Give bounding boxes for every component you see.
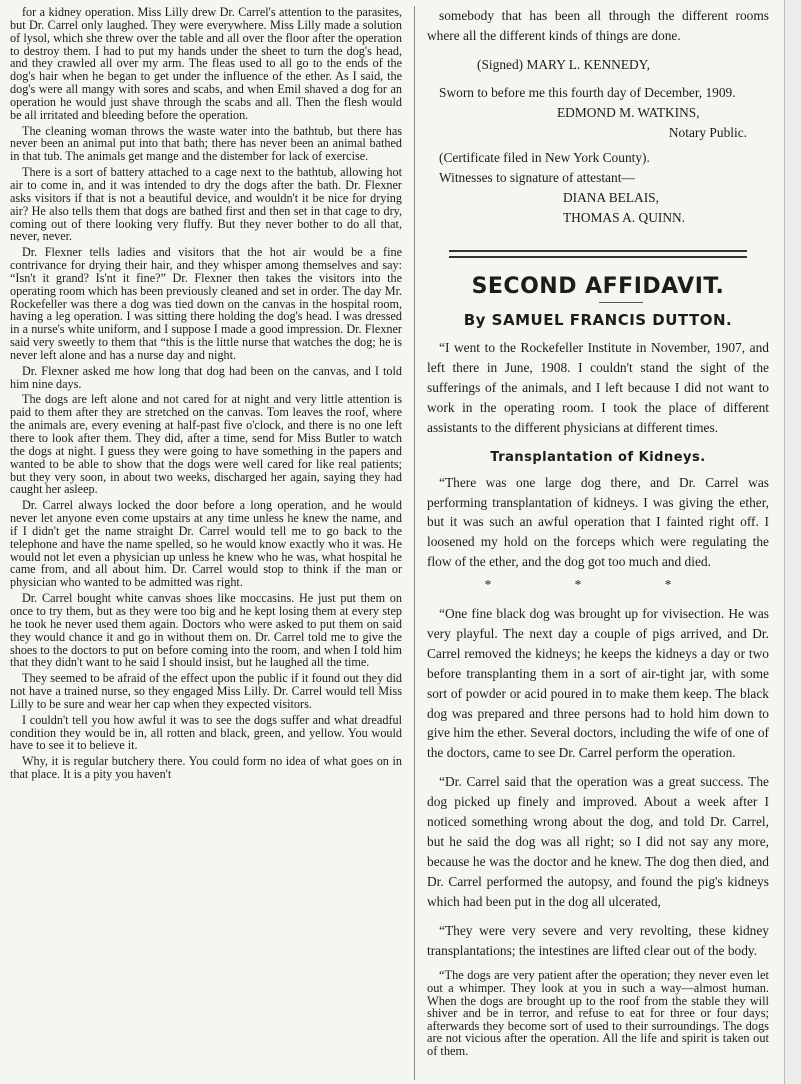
paragraph: “One fine black dog was brought up for vivisection. He was very playful. The next day a couple of pigs arrived, and Dr. Carrel removed the kidneys; he keeps the kidneys a day or two before transplanting them in a sort of air-tight jar, with some sort of powder or acid poured in to make them keep. The black dog was prepared and three persons had to hold him down to give him the ether. Several doctors, including the wife of one of the doctors, came to see Dr. Carrel perform the operation. (427, 606, 769, 761)
paragraph: “I went to the Rockefeller Institute in November, 1907, and left there in June, 1908. I couldn't stand the sight of the sufferings of the animals, and I left because I did not want to work in the operating room. I took the place of different assistants to the different physicians at different times. (427, 340, 769, 435)
subheading: Transplantation of Kidneys. (490, 449, 706, 465)
paragraph: I couldn't tell you how awful it was to see the dogs suffer and what dreadful condition they would be in, all rotten and black, green, and yellow. You would have to see it to believe it. (10, 712, 402, 753)
page-edge (784, 0, 801, 1084)
paragraph: “There was one large dog there, and Dr. Carrel was performing transplantation of kidneys. I was giving the ether, but it was such an awful operation that I fainted right off. I loosened my hold on the forceps which were regulating the flow of the ether, and the dog got too much and died. (427, 474, 769, 570)
paragraph: The cleaning woman throws the waste water into the bathtub, but there has never been an animal put into that bath; there has never been an animal bathed in that tub. The animals get mange and the distember for lack of exercise. (10, 123, 402, 164)
witness-name: DIANA BELAIS, (563, 190, 659, 206)
opening-paragraph: somebody that has been all through the different rooms where all the different kinds of things are done. (427, 8, 769, 43)
paragraph: Dr. Carrel bought white canvas shoes like moccasins. He just put them on once to try them, but as they were too big and he kept losing them at every step he took he never used them again. Doctors who were asked to put them on said they would chance it and go in without them on. Dr. Carrel told me to give the shoes to the doctors to put on before coming into the room, and when I told him that they didn't want to he said I should insist, but he laughed all the time. (10, 591, 402, 670)
paragraph: “Dr. Carrel said that the operation was a great success. The dog picked up finely and improved. About a week after I noticed something wrong about the dog, and told Dr. Carrel, but he said the dog was all right; so I did not say any more, because he was the doctor and he knew. The dog then died, and Dr. Carrel performed the autopsy, and found the pig's kidneys which had been put in the dog all ulcerated, (427, 774, 769, 909)
signature-line: (Signed) MARY L. KENNEDY, (477, 56, 650, 72)
paragraph: Dr. Flexner tells ladies and visitors that the hot air would be a fine contrivance for drying their hair, and they whisper among themselves and say: “Isn't it grand? Is'nt it fine?” Dr. Flexner then takes the visitors into the operating room which has been previously cleaned and set in order. The day Mr. Rockefeller was there a dog was tied down on the canvas in the hospital room, having a leg operation. I was sitting there holding the dog's head. I was dressed in a nurse's white uniform, and I suppose I made a good impression. Dr. Flexner said very sweetly to them that “this is the little nurse that watches the dog; he is never left alone and has a nurse day and night. (10, 245, 402, 362)
paragraph: for a kidney operation. Miss Lilly drew Dr. Carrel's attention to the parasites, but Dr. Carrel only laughed. They were everywhere. Miss Lilly made a solution of lysol, which she threw over the table and all over the floor after the operation to destroy them. I had to put my hands under the sheet to turn the dog's head, and they crawled all over my arm. The fleas used to all go to the ends of the dog's hair when he began to get under the influence of the ether. As I said, the dog's were all mangy with sores and scabs, and when Emil shaved a dog for an operation he would just shave through the scabs and all. Then the flesh would be all irritated and bleeding before the operation. (10, 5, 402, 122)
right-column (427, 6, 769, 1067)
paragraph: “They were very severe and very revolting, these kidney transplantations; the intestines are lifted clear out of the body. (427, 922, 769, 958)
column-divider (414, 6, 415, 1080)
notary-name: EDMOND M. WATKINS, (557, 104, 700, 120)
left-column (10, 6, 402, 784)
paragraph: They seemed to be afraid of the effect upon the public if it found out they did not have a trained nurse, so they engaged Miss Lilly. Dr. Carrel would tell Miss Lilly to be sure and wear her cap when they expected visitors. (10, 671, 402, 711)
paragraph: Dr. Carrel always locked the door before a long operation, and he would never let anyone even come upstairs at any time unless he knew the name, and if I didn't get the name straight Dr. Carrel would tell me to go back to the telephone and have the name spelled, so he would know exactly who it was. He would not let even a physician up unless he knew who he was, what hospital he came from, and all about him. Dr. Carrel would stop to think if the man or physician who wanted to be admitted was right. (10, 498, 402, 590)
paragraph: The dogs are left alone and not cared for at night and very little attention is paid to them after they are stretched on the canvas. Tom leaves the roof, where the animals are, every evening at half-past five o'clock, and there is no one left there to look after them. They did, after a time, send for Miss Butler to watch the dogs at night. I guess they were going to have something in the papers and wanted to be able to show that the dogs were well cared for like real patients; but they very soon, in about two weeks, discharged her again, saying they had caught her asleep. (10, 392, 402, 497)
byline: By SAMUEL FRANCIS DUTTON. (463, 311, 733, 330)
section-heading: SECOND AFFIDAVIT. (471, 274, 725, 300)
witnesses-label: Witnesses to signature of attestant— (439, 170, 635, 186)
certificate-note: (Certificate filed in New York County). (439, 150, 650, 166)
sworn-statement: Sworn to before me this fourth day of December, 1909. (439, 84, 736, 100)
paragraph: There is a sort of battery attached to a cage next to the bathtub, allowing hot air to come in, and it was intended to dry the dogs after the bath. Dr. Flexner asks visitors if that is not a beautiful device, and wouldn't it be nice for drying air? He also tells them that dogs are bathed first and then set in that cage to dry, coming out of there looking very fluffy. But they never bother to do all that, never, never. (10, 165, 402, 244)
witness-name: THOMAS A. QUINN. (563, 210, 686, 226)
paragraph: “The dogs are very patient after the operation; they never even let out a whimper. They look at you in such a way—almost human. When the dogs are brought up to the roof from the stable they will shiver and be in terror, and refuse to eat for three or four days; afterwards they become sort of used to their surroundings. The dogs are not vicious after the operation. All the life and spirit is taken out of them. (427, 968, 769, 1058)
section-break-stars: * * * (484, 577, 712, 593)
heading-underline (599, 302, 643, 303)
notary-title: Notary Public. (668, 124, 747, 140)
section-divider (449, 250, 747, 258)
paragraph: Dr. Flexner asked me how long that dog had been on the canvas, and I told him nine days. (10, 363, 402, 391)
paragraph: Why, it is regular butchery there. You could form no idea of what goes on in that place. It is a pity you haven't (10, 754, 402, 782)
